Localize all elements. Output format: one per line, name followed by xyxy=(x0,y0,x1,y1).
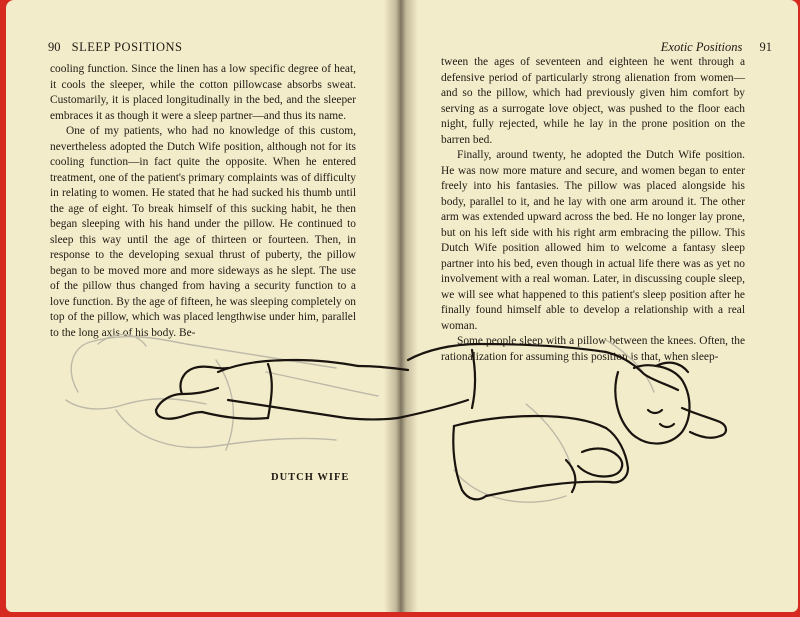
page-number: 91 xyxy=(759,40,772,54)
paragraph: One of my patients, who had no knowledge of this custom, nevertheless adopted the Dutch Wife position, although not for its cooling function—in fact quite the opposite. When he entered treatment, one of the patient's primary complaints was of difficulty in relating to women. He stated that he had sucked his thumb until the age of eight. To break himself of this sucking habit, he then began sleeping with his hand under the pillow. He continued to sleep this way until the age of thirteen or fourteen. Then, in response to the developing sexual thrust of puberty, the pillow began to be moved more and more sideways as he slept. The use of the pillow thus changed from having a security function to a love function. By the age of fifteen, he was sleeping completely on top of the pillow, which was placed lengthwise under him, parallel to the long axis of his body. Be- xyxy=(50,125,356,339)
paragraph: Finally, around twenty, he adopted the Dutch Wife position. He was now more mature and secure, and women began to enter freely into his fantasies. The pillow was placed alongside his body, parallel to it, and he lay with one arm around it. The other arm was extended upward across the bed. He no longer lay prone, but on his left side with his right arm embracing the pillow. This Dutch Wife position allowed him to welcome a fantasy sleep partner into his bed, even though in actual life there was as yet no involvement with a real woman. Later, in discussing couple sleep, we will see what happened to this patient's sleep position after he finally found himself able to develop a relationship with a real woman. xyxy=(441,149,745,332)
right-page-header xyxy=(661,40,780,55)
left-page xyxy=(6,0,396,612)
illustration-caption: DUTCH WIFE xyxy=(271,472,350,483)
page-number: 90 xyxy=(48,40,61,54)
left-page-header xyxy=(48,40,183,55)
paragraph: tween the ages of seventeen and eighteen he went through a defensive period of particularly strong alienation from women—and so the pillow, which had previously given him comfort by serving as a surrogate love object, was pushed to the floor each night, fully rejected, while he lay in the prone position on the barren bed. xyxy=(441,56,745,146)
paragraph: Some people sleep with a pillow between the knees. Often, the rationalization for assuming this position is that, when sleep- xyxy=(441,335,745,363)
running-head: Exotic Positions xyxy=(660,40,743,54)
right-page xyxy=(408,0,798,612)
open-book xyxy=(6,0,798,612)
running-head: SLEEP POSITIONS xyxy=(71,40,183,54)
paragraph: cooling function. Since the linen has a low specific degree of heat, it cools the sleeper, while the cotton pillowcase absorbs sweat. Customarily, it is placed longitudinally in the bed, and the sleeper embraces it as though it were a sleep partner—and thus its name. xyxy=(50,63,356,122)
left-page-text xyxy=(50,62,356,341)
right-page-text xyxy=(441,55,745,365)
book-gutter xyxy=(384,0,418,612)
